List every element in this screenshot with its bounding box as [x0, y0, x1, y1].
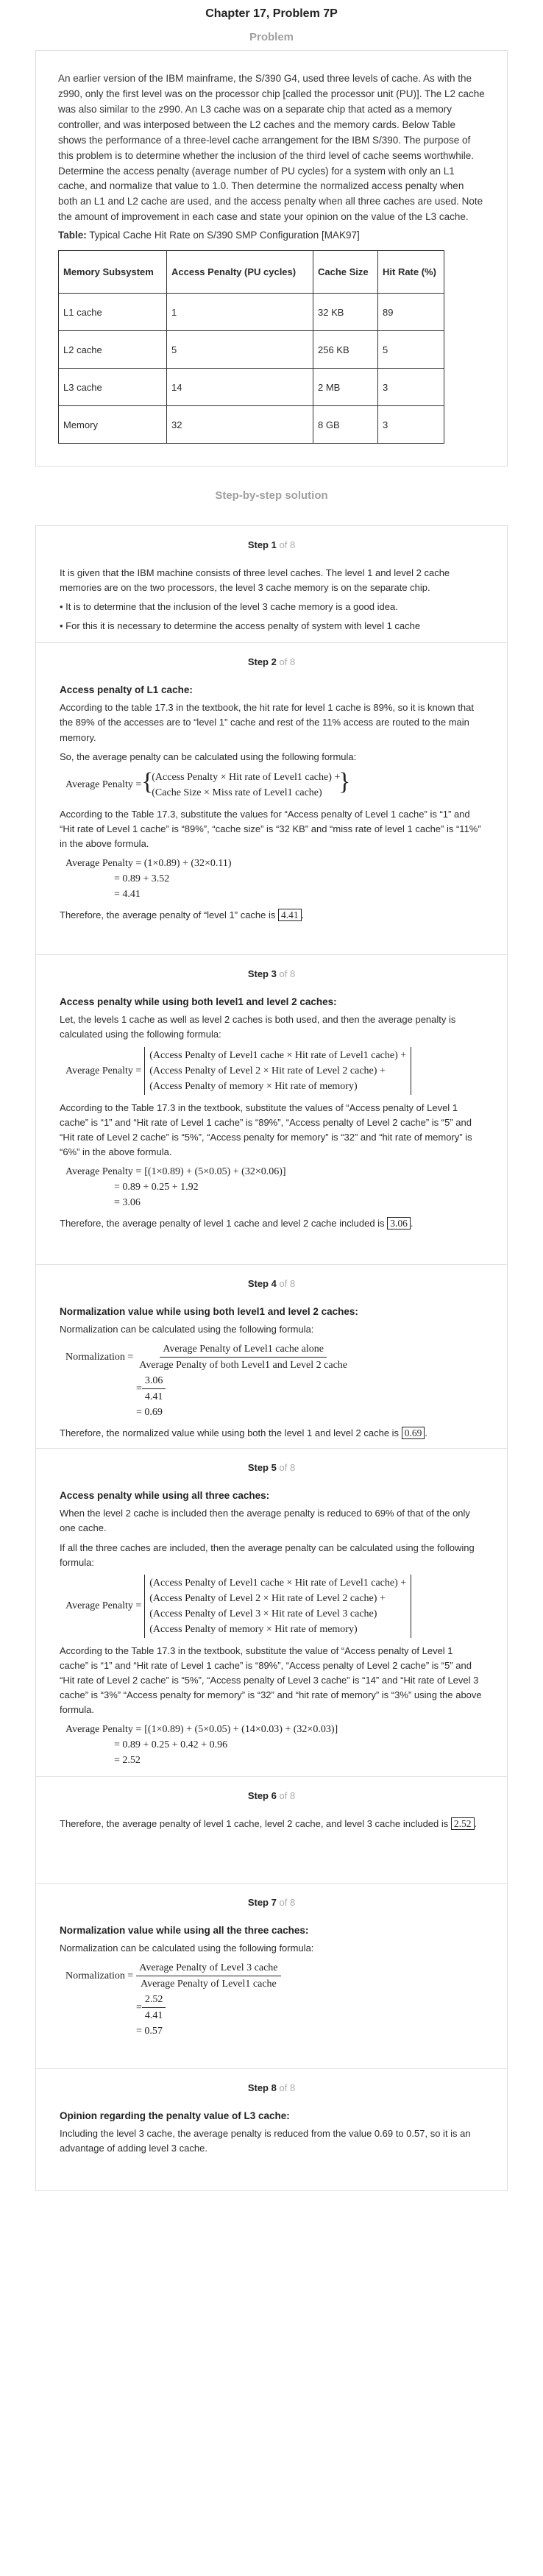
step-total: of 8 [279, 2082, 296, 2094]
table-cell: 5 [167, 331, 313, 369]
table-cell: Memory [59, 406, 167, 444]
formula-lhs: Normalization = [65, 1352, 134, 1363]
calculation: = $\frac{2.52}{4.41}$ = 0.57 [136, 1992, 483, 2039]
formula [65, 1047, 483, 1095]
fraction [136, 1960, 280, 1992]
step-word: Step [247, 656, 269, 668]
step-conclusion: Therefore, the average penalty of “level 1” cache is 4.41 . [60, 909, 305, 921]
step-header [60, 1277, 483, 1291]
step-8 [36, 2068, 507, 2190]
step-word: Step [247, 968, 269, 980]
step-header [60, 967, 483, 982]
formula-term: { (Access Penalty × Hit rate of Level1 cache) + [152, 771, 341, 783]
step-conclusion: Therefore, the average penalty of level 1 cache, level 2 cache, and level 3 cache included is 2.52 . [60, 1817, 478, 1829]
formula [65, 1575, 483, 1638]
step-number: 3 [271, 968, 277, 980]
table-row [59, 406, 444, 444]
table-header-row [59, 251, 444, 294]
calculation [65, 856, 483, 902]
step-text: Let, the levels 1 cache as well as level 2 caches is both used, and then the average penalty is calculated using the following formula: [60, 1014, 456, 1040]
step-6 [36, 1776, 507, 1883]
step-total: of 8 [279, 968, 296, 980]
calc-line: = 0.89 + 0.25 + 0.42 + 0.96 [114, 1739, 228, 1751]
problem-text: An earlier version of the IBM mainframe, the S/390 G4, used three levels of cache. As with the z990, only the first level was on the processor chip [called the processor unit (PU)]. The L2 cache was also similar to the z990. An L3 cache was on a separate chip that acted as a memory controller, and was interposed between the L2 caches and the memory cards. Below Table shows the performance of a three-level cache arrangement for the IBM S/390. The purpose of this problem is to determine whether the inclusion of the third level of cache seems worthwhile. Determine the access penalty (average number of PU cycles) for a system with only an L1 cache, and normalize that value to 1.0. Then determine the normalized access penalty when both an L1 and L2 cache are used, and the access penalty when all three caches are used. Note the amount of improvement in each case and state your opinion on the value of the L3 cache. [58, 73, 485, 223]
step-header [60, 2081, 483, 2096]
answer-box: 4.41 [278, 909, 302, 921]
problem-card [35, 50, 508, 466]
table-caption-label: Table: [58, 230, 87, 241]
step-text: According to the table 17.3 in the textbook, the hit rate for level 1 cache is 89%, so it is known that the 89% of the accesses are to “level 1” cache and rest of the 11% access are routed to the main memory. [60, 702, 474, 743]
table-cell: 1 [167, 294, 313, 331]
step-word: Step [247, 2082, 269, 2094]
step-total: of 8 [279, 539, 296, 551]
step-number: 6 [271, 1790, 277, 1802]
formula-rhs [144, 1575, 411, 1638]
table-header-cell: Access Penalty (PU cycles) [167, 251, 313, 294]
conclusion-text: Therefore, the average penalty of level 1 cache, level 2 cache, and level 3 cache included is [60, 1817, 449, 1829]
calc-line: = 0.89 + 0.25 + 1.92 [114, 1182, 199, 1193]
step-header [60, 655, 483, 670]
step-word: Step [247, 1462, 269, 1474]
step-word: Step [247, 1897, 269, 1909]
step-number: 4 [271, 1278, 277, 1290]
formula-rhs [144, 769, 347, 801]
formula-term: (Access Penalty of memory × Hit rate of memory) [149, 1623, 358, 1635]
table-header-cell: Hit Rate (%) [378, 251, 444, 294]
answer-box: 2.52 [451, 1817, 475, 1830]
cache-table [58, 250, 444, 444]
fraction-denominator: Average Penalty of Level1 cache [141, 1979, 277, 1990]
step-text: If all the three caches are included, then the average penalty can be calculated using the following formula: [60, 1541, 475, 1568]
table-cell: 14 [167, 369, 313, 406]
step-text: So, the average penalty can be calculated using the following formula: [60, 751, 357, 762]
fraction [142, 1992, 166, 2023]
step-heading: Normalization value while using all the three caches: [60, 1924, 309, 1936]
step-7 [36, 1883, 507, 2068]
fraction-denominator: 4.41 [144, 1391, 163, 1403]
step-heading: Access penalty while using all three caches: [60, 1489, 270, 1501]
formula-lhs: Normalization = [65, 1970, 134, 1982]
calc-lhs: Average Penalty = [65, 1724, 142, 1736]
bullet-item: • For this it is necessary to determine the access penalty of system with level 1 cache [60, 619, 483, 634]
step-heading: Opinion regarding the penalty value of L3 cache: [60, 2110, 290, 2121]
fraction-denominator: 4.41 [144, 2010, 163, 2022]
step-2 [36, 642, 507, 954]
fraction-numerator: 2.52 [142, 1992, 166, 2008]
conclusion-text: Therefore, the average penalty of “level 1” cache is [60, 909, 276, 921]
step-conclusion: Therefore, the normalized value while using both the level 1 and level 2 cache is 0.69 . [60, 1427, 427, 1439]
table-cell: 3 [378, 369, 444, 406]
calc-line: = 2.52 [114, 1755, 141, 1767]
solution-label: Step-by-step solution [215, 489, 328, 503]
table-cell: 5 [378, 331, 444, 369]
step-text: According to the Table 17.3 in the textbook, substitute the values of “Access penalty of Level 1 cache” is “1” and “Hit rate of Level 1 cache” is “89%”, “Access penalty of Level 2 cache” is “5” and “Hit rate of Level 2 cache” is “5%”, “Access penalty for memory” is “32” and “hit rate of memory” is “6%” in the above formula. [60, 1101, 472, 1157]
step-header [60, 1461, 483, 1475]
step-number: 8 [271, 2082, 277, 2094]
table-cell: L1 cache [59, 294, 167, 331]
formula-term: (Cache Size × Miss rate of Level1 cache) [152, 787, 322, 798]
calculation [65, 1164, 483, 1210]
table-cell: L3 cache [59, 369, 167, 406]
step-bullets [60, 600, 483, 633]
table-caption-text: Typical Cache Hit Rate on S/390 SMP Configuration [MAK97] [86, 230, 360, 241]
calc-line: = 0.89 + 3.52 [114, 873, 170, 885]
bullet-item: • It is to determine that the inclusion of the level 3 cache memory is a good idea. [60, 600, 483, 614]
step-header [60, 1789, 483, 1803]
fraction-numerator: Average Penalty of Level1 cache alone [160, 1341, 327, 1358]
table-cell: 2 MB [313, 369, 378, 406]
step-number: 2 [271, 656, 277, 668]
problem-label: Problem [249, 31, 294, 43]
table-cell: 8 GB [313, 406, 378, 444]
calc-lhs: Average Penalty = [65, 1166, 142, 1178]
conclusion-text: Therefore, the normalized value while using both the level 1 and level 2 cache is [60, 1427, 400, 1439]
step-1 [36, 526, 507, 642]
table-cell: 89 [378, 294, 444, 331]
table-cell: 32 [167, 406, 313, 444]
step-word: Step [247, 1278, 269, 1290]
formula-term: (Access Penalty of Level 2 × Hit rate of Level 2 cache) + [149, 1592, 386, 1604]
formula [65, 769, 483, 801]
formula-term: (Access Penalty of Level1 cache × Hit rate of Level1 cache) + [149, 1577, 407, 1589]
formula-term: (Access Penalty of Level1 cache × Hit rate of Level1 cache) + [149, 1049, 407, 1061]
table-cell: L2 cache [59, 331, 167, 369]
answer-box: 0.69 [402, 1427, 425, 1439]
calc-line: [(1×0.89) + (5×0.05) + (32×0.06)] [144, 1166, 286, 1178]
step-heading: Access penalty of L1 cache: [60, 684, 193, 695]
table-cell: 3 [378, 406, 444, 444]
calc-line: Average Penalty = (1×0.89) + (32×0.11) [65, 858, 232, 870]
steps-container [35, 525, 508, 2191]
step-total: of 8 [279, 1462, 296, 1474]
step-text: According to the Table 17.3 in the textbook, substitute the value of “Access penalty of Level 1 cache” is “1” and “Hit rate of Level 1 cache” is “89%”, “Access penalty of Level 2 cache” is “5” and “Hit rate of Level 2 cache” is “5%”, “Access penalty of Level 3 cache” is “14” and “Hit rate of Level 3 cache” is “3%” “Access penalty for memory” is “32” and “hit rate of memory” is “3%” using the above formula. [60, 1644, 482, 1716]
conclusion-text: Therefore, the average penalty of level 1 cache and level 2 cache included is [60, 1218, 385, 1230]
table-header-cell: Memory Subsystem [59, 251, 167, 294]
step-word: Step [247, 539, 269, 551]
step-heading: Access penalty while using both level1 and level 2 caches: [60, 996, 337, 1007]
step-text: When the level 2 cache is included then the average penalty is reduced to 69% of that of the only one cache. [60, 1508, 470, 1534]
step-header [60, 1895, 483, 1910]
step-total: of 8 [279, 1790, 296, 1802]
answer-box: 3.06 [387, 1217, 411, 1230]
calculation [65, 1722, 483, 1768]
step-number: 5 [271, 1462, 277, 1474]
step-text: Including the level 3 cache, the average penalty is reduced from the value 0.69 to 0.57, so it is an advantage of adding level 3 cache. [60, 2128, 471, 2154]
calc-line: = 0.57 [136, 2026, 163, 2037]
fraction-denominator: Average Penalty of both Level1 and Level 2 cache [139, 1360, 347, 1372]
calc-line: = 4.41 [114, 889, 141, 901]
formula-lhs: Average Penalty = [65, 1600, 142, 1612]
fraction-numerator: Average Penalty of Level 3 cache [136, 1960, 280, 1976]
formula-lhs: Average Penalty = [65, 779, 142, 791]
formula [65, 1960, 483, 2039]
formula-rhs [144, 1047, 411, 1095]
step-text: It is given that the IBM machine consists of three level caches. The level 1 and level 2 cache memories are on the two processors, the level 3 cache memory is on the separate chip. [60, 567, 450, 594]
calc-line: = 3.06 [114, 1197, 141, 1209]
formula-term: (Access Penalty of Level 3 × Hit rate of Level 3 cache) [149, 1608, 377, 1619]
formula-term: (Access Penalty of memory × Hit rate of memory) [149, 1080, 358, 1092]
step-header [60, 538, 483, 553]
formula [65, 1341, 483, 1420]
step-text: Normalization can be calculated using the following formula: [60, 1942, 314, 1954]
step-number: 7 [271, 1897, 277, 1909]
table-row [59, 369, 444, 406]
step-total: of 8 [279, 656, 296, 668]
fraction [142, 1373, 166, 1405]
fraction [136, 1341, 350, 1373]
chapter-title: Chapter 17, Problem 7P [205, 7, 338, 20]
step-text: Normalization can be calculated using the following formula: [60, 1324, 314, 1335]
step-conclusion: Therefore, the average penalty of level 1 cache and level 2 cache included is 3.06 . [60, 1218, 414, 1230]
step-text: According to the Table 17.3, substitute the values for “Access penalty of Level 1 cache” is “1” and “Hit rate of Level 1 cache” is “89%”, “cache size” is “32 KB” and “miss rate of level 1 cache” is “11%” in the above formula. [60, 808, 481, 850]
calc-line: [(1×0.89) + (5×0.05) + (14×0.03) + (32×0.03)] [144, 1724, 338, 1736]
formula-term: (Access Penalty of Level 2 × Hit rate of Level 2 cache) + [149, 1065, 386, 1076]
step-3 [36, 954, 507, 1264]
step-5 [36, 1448, 507, 1776]
step-total: of 8 [279, 1278, 296, 1290]
table-cell: 32 KB [313, 294, 378, 331]
table-cell: 256 KB [313, 331, 378, 369]
calc-line: = 0.69 [136, 1407, 163, 1419]
table-header-cell: Cache Size [313, 251, 378, 294]
step-total: of 8 [279, 1897, 296, 1909]
fraction-numerator: 3.06 [142, 1373, 166, 1389]
table-caption [58, 228, 485, 243]
table-row [59, 294, 444, 331]
calculation: = $\frac{3.06}{4.41}$ = 0.69 [136, 1373, 483, 1420]
step-number: 1 [271, 539, 277, 551]
table-row [59, 331, 444, 369]
step-heading: Normalization value while using both level1 and level 2 caches: [60, 1305, 358, 1317]
formula-lhs: Average Penalty = [65, 1065, 142, 1076]
step-4 [36, 1264, 507, 1448]
step-word: Step [247, 1790, 269, 1802]
